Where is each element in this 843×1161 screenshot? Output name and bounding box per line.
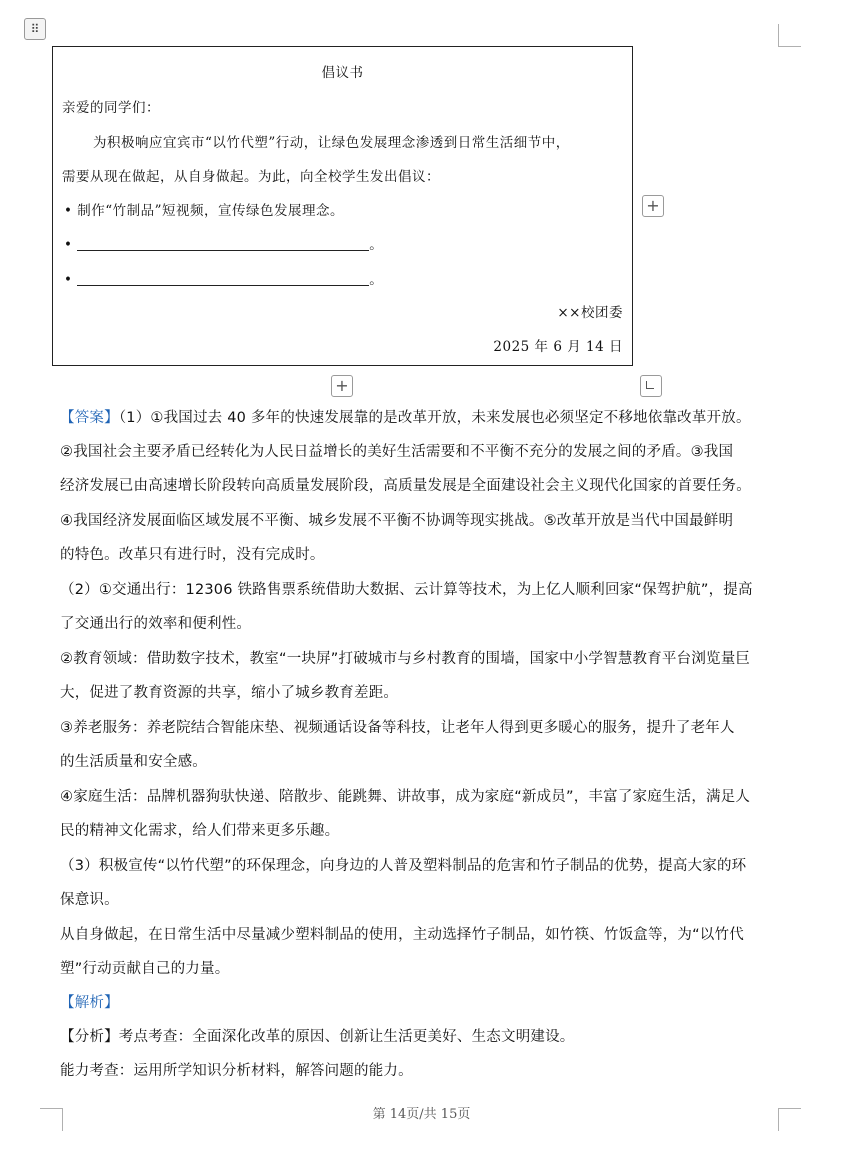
answer-line: （3）积极宣传“以竹代塑”的环保理念，向身边的人普及塑料制品的危害和竹子制品的优势，提高大家的环: [60, 858, 747, 874]
answer-line: 【答案】（1）①我国过去 40 多年的快速发展靠的是改革开放，未来发展也必须坚定不移地依靠改革开放。: [60, 410, 751, 426]
proposal-bullet: • 制作“竹制品”短视频，宣传绿色发展理念。: [64, 203, 345, 219]
proposal-body-line: 为积极响应宜宾市“以竹代塑”行动，让绿色发展理念渗透到日常生活细节中，: [93, 135, 570, 151]
answer-line: 的生活质量和安全感。: [60, 754, 207, 770]
blank-end-mark: 。: [369, 237, 384, 253]
answer-line: ④家庭生活：品牌机器狗驮快递、陪散步、能跳舞、讲故事，成为家庭“新成员”，丰富了家庭生活，满足人: [60, 789, 751, 805]
answer-line: 塑”行动贡献自己的力量。: [60, 961, 230, 977]
add-column-button[interactable]: +: [642, 195, 664, 217]
proposal-title: 倡议书: [321, 65, 364, 81]
page-corner-mark: [778, 24, 801, 47]
add-row-button[interactable]: +: [331, 375, 353, 397]
proposal-greeting: 亲爱的同学们：: [62, 100, 160, 116]
proposal-blank-bullet: [64, 268, 383, 288]
proposal-date: 2025 年 6 月 14 日: [493, 339, 623, 355]
answer-line: ③养老服务：养老院结合智能床垫、视频通话设备等科技，让老年人得到更多暖心的服务，提升了老年人: [60, 720, 735, 736]
answer-line: （2）①交通出行：12306 铁路售票系统借助大数据、云计算等技术，为上亿人顺利回家“保驾护航”，提高: [60, 582, 753, 598]
page-number: 第 14页/共 15页: [372, 1107, 471, 1122]
analysis-label: 【解析】: [60, 995, 119, 1011]
drag-handle-icon[interactable]: ⠿: [24, 18, 46, 40]
proposal-table: [52, 46, 633, 366]
answer-line: 民的精神文化需求，给人们带来更多乐趣。: [60, 823, 340, 839]
table-resize-icon[interactable]: [640, 375, 662, 397]
bullet-mark: •: [64, 272, 73, 288]
answer-line: 保意识。: [60, 892, 119, 908]
answer-line: 大，促进了教育资源的共享，缩小了城乡教育差距。: [60, 685, 399, 701]
analysis-line: 能力考查：运用所学知识分析材料，解答问题的能力。: [60, 1063, 413, 1079]
answer-line: ②教育领域：借助数字技术，教室“一块屏”打破城市与乡村教育的围墙，国家中小学智慧教育平台浏览量巨: [60, 651, 751, 667]
proposal-blank-bullet: [64, 233, 383, 253]
analysis-line: 【分析】考点考查：全面深化改革的原因、创新让生活更美好、生态文明建设。: [60, 1029, 575, 1045]
answer-line: 经济发展已由高速增长阶段转向高质量发展阶段，高质量发展是全面建设社会主义现代化国家的首要任务。: [60, 478, 751, 494]
proposal-signature: ××校团委: [557, 305, 623, 321]
answer-line: ④我国经济发展面临区域发展不平衡、城乡发展不平衡不协调等现实挑战。⑤改革开放是当代中国最鲜明: [60, 513, 734, 529]
answer-line: 了交通出行的效率和便利性。: [60, 616, 252, 632]
fill-blank-line: [77, 271, 369, 286]
answer-line: 的特色。改革只有进行时，没有完成时。: [60, 547, 325, 563]
answer-line: ②我国社会主要矛盾已经转化为人民日益增长的美好生活需要和不平衡不充分的发展之间的矛盾。③我国: [60, 444, 734, 460]
answer-label: 【答案】: [60, 410, 119, 426]
bullet-mark: •: [64, 237, 73, 253]
answer-line: 从自身做起，在日常生活中尽量减少塑料制品的使用，主动选择竹子制品，如竹筷、竹饭盒等，为“以竹代: [60, 927, 744, 943]
fill-blank-line: [77, 236, 369, 251]
blank-end-mark: 。: [369, 272, 384, 288]
proposal-body-line: 需要从现在做起，从自身做起。为此，向全校学生发出倡议：: [62, 169, 440, 185]
